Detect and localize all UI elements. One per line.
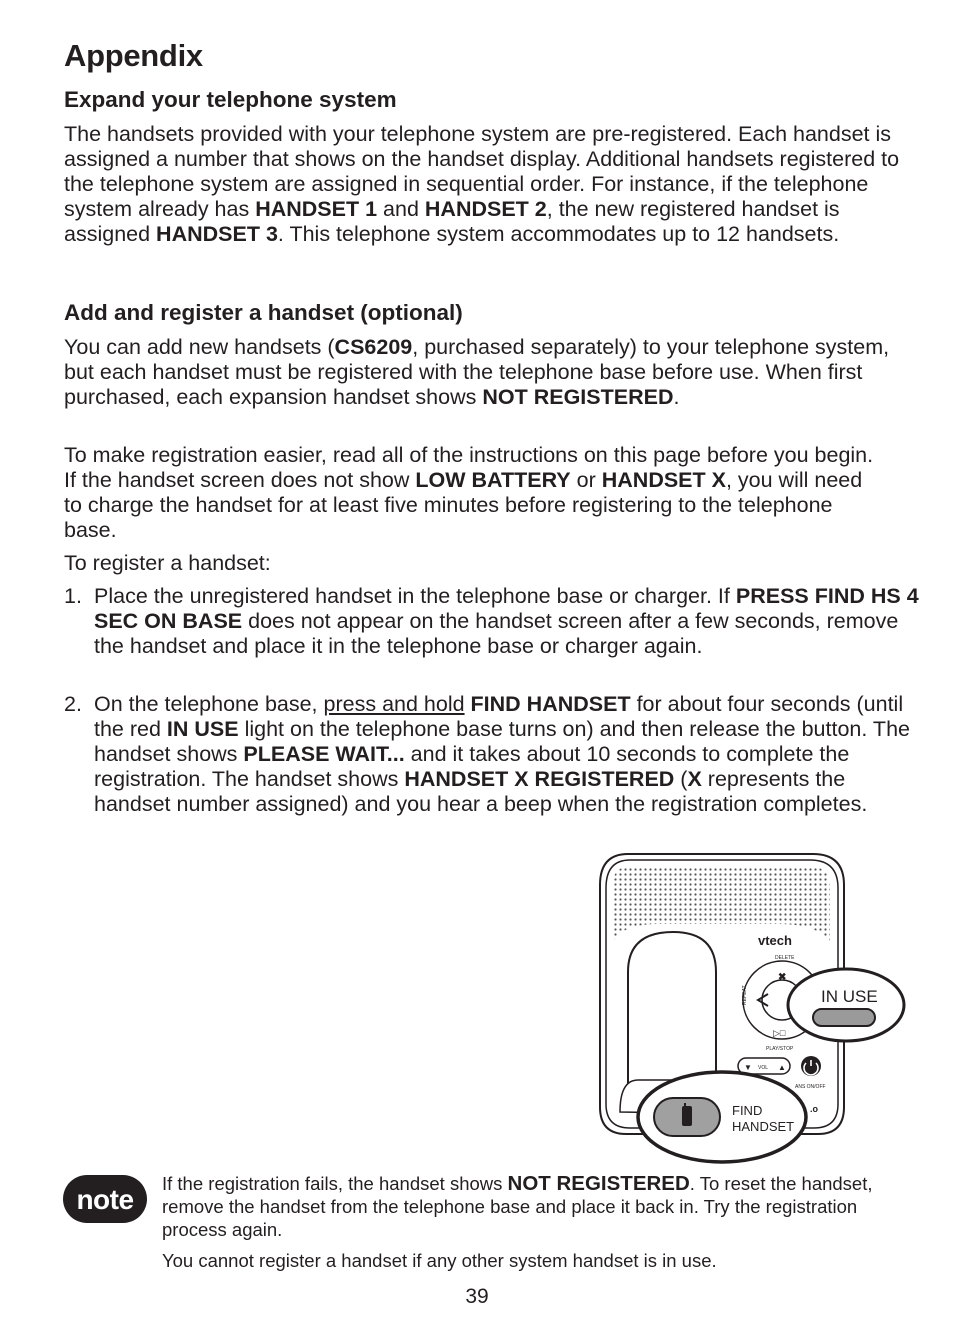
step-number: 1. — [64, 584, 82, 608]
in-use-label: IN USE — [821, 987, 878, 1006]
svg-text:.o: .o — [810, 1104, 818, 1114]
delete-x-icon: ✖ — [778, 972, 787, 983]
note-paragraph-2: You cannot register a handset if any other system handset is in use. — [162, 1250, 717, 1271]
handset-cradle — [628, 932, 716, 1088]
handset-icon — [682, 1106, 692, 1126]
note-badge-label: note — [76, 1184, 134, 1215]
vol-label: VOL — [758, 1065, 769, 1071]
register-intro: To register a handset: — [64, 551, 271, 575]
brand-logo: vtech — [758, 933, 792, 948]
register-paragraph-1: You can add new handsets (CS6209, purchased separately) to your telephone system, but each handset must be registered with the telephone base before use. When first purchased, each expansion handset shows NOT REGISTERED. — [64, 335, 890, 409]
play-stop-label: PLAY/STOP — [766, 1046, 794, 1052]
handset-label: HANDSET — [732, 1119, 795, 1134]
note-paragraph-1: If the registration fails, the handset shows NOT REGISTERED. To reset the handset, remove the handset from the telephone base and place it back in. Try the registration process again. — [162, 1172, 873, 1240]
step-number: 2. — [64, 692, 82, 716]
svg-text:▼: ▼ — [744, 1063, 752, 1072]
telephone-base-illustration — [598, 852, 910, 1166]
repeat-label: REPEAT — [742, 985, 748, 1005]
register-heading: Add and register a handset (optional) — [64, 300, 463, 325]
page-title: Appendix — [64, 38, 203, 73]
ans-label: ANS ON/OFF — [795, 1084, 826, 1090]
step-text: Place the unregistered handset in the telephone base or charger. If PRESS FIND HS 4 SEC ON BASE does not appear on the handset screen after a few seconds, remove the handset and place it in the telephone base or charger again. — [94, 584, 919, 658]
play-icon: ▷□ — [773, 1028, 786, 1038]
register-paragraph-2: To make registration easier, read all of the instructions on this page before you begin. If the handset screen does not show LOW BATTERY or HANDSET X, you will need to charge the handset for at least five minutes before registering to the telephone base. — [64, 443, 874, 542]
page-number: 39 — [465, 1285, 489, 1308]
svg-text:▲: ▲ — [778, 1063, 786, 1072]
in-use-light — [813, 1009, 875, 1026]
expand-heading: Expand your telephone system — [64, 87, 397, 112]
delete-label: DELETE — [775, 955, 795, 961]
note-badge — [62, 1174, 148, 1224]
expand-paragraph: The handsets provided with your telephone system are pre-registered. Each handset is assigned a number that shows on the handset display. Additional handsets registered to the telephone system are assigned in sequential order. For instance, if the telephone system already has HANDSET 1 and HANDSET 2, the new registered handset is assigned HANDSET 3. This telephone system accommodates up to 12 handsets. — [64, 122, 900, 246]
step-text: On the telephone base, press and hold FIND HANDSET for about four seconds (until the red IN USE light on the telephone base turns on) and then release the button. The handset shows PLEASE WAIT... and it takes about 10 seconds to complete the registration. The handset shows HANDSET X REGISTERED (X represents the handset number assigned) and you hear a beep when the registration completes. — [94, 692, 910, 816]
find-label: FIND — [732, 1103, 763, 1118]
